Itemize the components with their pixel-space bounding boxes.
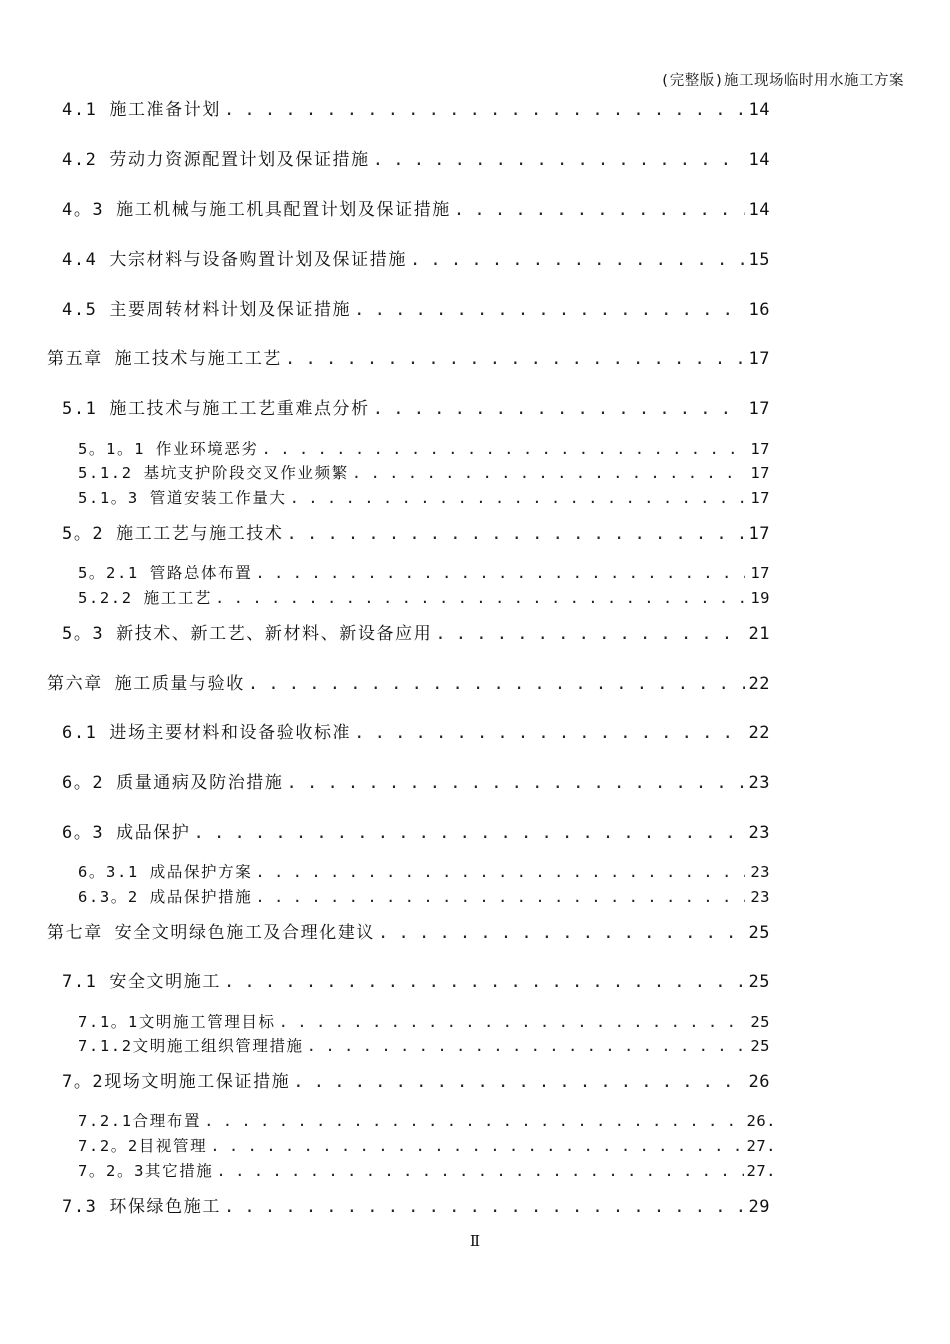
toc-entry-label: 第五章 施工技术与施工工艺 bbox=[47, 349, 283, 369]
toc-leader-dots bbox=[285, 347, 745, 371]
toc-entry-label: 4。3 施工机械与施工机具配置计划及保证措施 bbox=[62, 200, 451, 220]
toc-leader-dots bbox=[435, 622, 745, 646]
toc-leader-dots bbox=[354, 298, 745, 322]
toc-entry-7-3[interactable] bbox=[62, 1195, 770, 1219]
toc-leader-dots bbox=[373, 397, 745, 421]
toc-entry-label: 7.1。1文明施工管理目标 bbox=[78, 1013, 276, 1031]
toc-entry-6-3[interactable] bbox=[62, 821, 770, 845]
toc-leader-dots bbox=[255, 561, 745, 585]
toc-entry-label: 第六章 施工质量与验收 bbox=[47, 674, 245, 694]
toc-leader-dots bbox=[224, 970, 745, 994]
toc-leader-dots bbox=[373, 148, 745, 172]
toc-leader-dots bbox=[410, 248, 745, 272]
toc-entry-4-3[interactable] bbox=[62, 198, 770, 222]
toc-entry-5-1[interactable] bbox=[62, 397, 770, 421]
toc-entry-page: 23 bbox=[748, 773, 770, 793]
toc-leader-dots bbox=[248, 672, 745, 696]
toc-entry-6-3-2[interactable] bbox=[78, 885, 770, 909]
toc-leader-dots bbox=[224, 1195, 745, 1219]
toc-entry-6-3-1[interactable] bbox=[78, 860, 770, 884]
toc-chapter-5[interactable] bbox=[47, 347, 770, 371]
toc-entry-page: 25 bbox=[748, 923, 770, 943]
toc-entry-5-2-1[interactable] bbox=[78, 561, 770, 585]
toc-leader-dots bbox=[216, 1159, 743, 1183]
toc-entry-label: 5.1.2 基坑支护阶段交叉作业频繁 bbox=[78, 464, 349, 482]
toc-chapter-7[interactable] bbox=[47, 921, 770, 945]
toc-entry-page: 22 bbox=[748, 674, 770, 694]
toc-leader-dots bbox=[204, 1109, 743, 1133]
page-number: Ⅱ bbox=[469, 1232, 481, 1250]
toc-leader-dots bbox=[307, 1034, 745, 1058]
toc-entry-label: 4.5 主要周转材料计划及保证措施 bbox=[62, 300, 352, 320]
toc-entry-4-4[interactable] bbox=[62, 248, 770, 272]
toc-leader-dots bbox=[287, 522, 745, 546]
toc-entry-page: 17 bbox=[748, 349, 770, 369]
toc-leader-dots bbox=[454, 198, 745, 222]
toc-entry-page: 17 bbox=[750, 440, 770, 458]
toc-entry-7-2-3[interactable] bbox=[78, 1159, 776, 1183]
toc-leader-dots bbox=[224, 98, 745, 122]
toc-entry-4-5[interactable] bbox=[62, 298, 770, 322]
toc-entry-page: 15 bbox=[748, 250, 770, 270]
toc-entry-label: 7.2。2目视管理 bbox=[78, 1137, 208, 1155]
toc-entry-5-2[interactable] bbox=[62, 522, 770, 546]
toc-entry-label: 5。2.1 管路总体布置 bbox=[78, 564, 253, 582]
toc-entry-label: 7.3 环保绿色施工 bbox=[62, 1197, 221, 1217]
toc-entry-label: 6.3。2 成品保护措施 bbox=[78, 888, 253, 906]
toc-entry-page: 26. bbox=[746, 1112, 776, 1130]
toc-entry-7-2[interactable] bbox=[62, 1070, 770, 1094]
toc-entry-label: 7.2.1合理布置 bbox=[78, 1112, 202, 1130]
toc-leader-dots bbox=[194, 821, 745, 845]
toc-leader-dots bbox=[210, 1134, 743, 1158]
toc-entry-7-1[interactable] bbox=[62, 970, 770, 994]
toc-entry-label: 4.2 劳动力资源配置计划及保证措施 bbox=[62, 150, 370, 170]
toc-entry-4-2[interactable] bbox=[62, 148, 770, 172]
toc-entry-page: 16 bbox=[748, 300, 770, 320]
toc-chapter-6[interactable] bbox=[47, 672, 770, 696]
toc-entry-label: 4.4 大宗材料与设备购置计划及保证措施 bbox=[62, 250, 407, 270]
toc-entry-label: 5。1。1 作业环境恶劣 bbox=[78, 440, 259, 458]
toc-entry-5-2-2[interactable] bbox=[78, 586, 770, 610]
toc-entry-label: 5.1。3 管道安装工作量大 bbox=[78, 489, 287, 507]
toc-entry-label: 7。2现场文明施工保证措施 bbox=[62, 1072, 291, 1092]
toc-entry-label: 6。2 质量通病及防治措施 bbox=[62, 773, 284, 793]
toc-leader-dots bbox=[293, 1070, 745, 1094]
toc-leader-dots bbox=[255, 860, 745, 884]
page-header-title: (完整版)施工现场临时用水施工方案 bbox=[660, 73, 904, 89]
toc-entry-label: 7.1 安全文明施工 bbox=[62, 972, 221, 992]
toc-entry-5-1-3[interactable] bbox=[78, 486, 770, 510]
toc-entry-page: 21 bbox=[748, 624, 770, 644]
toc-leader-dots bbox=[279, 1010, 745, 1034]
toc-entry-page: 29 bbox=[748, 1197, 770, 1217]
toc-entry-page: 17 bbox=[748, 524, 770, 544]
toc-entry-7-2-2[interactable] bbox=[78, 1134, 776, 1158]
toc-entry-label: 7。2。3其它措施 bbox=[78, 1162, 214, 1180]
toc-entry-page: 19 bbox=[750, 589, 770, 607]
toc-leader-dots bbox=[352, 461, 745, 485]
toc-entry-7-1-2[interactable] bbox=[78, 1034, 770, 1058]
toc-entry-page: 26 bbox=[748, 1072, 770, 1092]
toc-entry-label: 7.1.2文明施工组织管理措施 bbox=[78, 1037, 304, 1055]
toc-entry-page: 27. bbox=[746, 1162, 776, 1180]
toc-leader-dots bbox=[287, 771, 745, 795]
toc-entry-page: 17 bbox=[750, 489, 770, 507]
toc-leader-dots bbox=[378, 921, 745, 945]
toc-entry-page: 23 bbox=[748, 823, 770, 843]
toc-entry-page: 14 bbox=[748, 100, 770, 120]
toc-entry-page: 22 bbox=[748, 723, 770, 743]
toc-leader-dots bbox=[354, 721, 745, 745]
toc-entry-label: 6。3 成品保护 bbox=[62, 823, 191, 843]
toc-entry-page: 25 bbox=[750, 1013, 770, 1031]
toc-leader-dots bbox=[255, 885, 745, 909]
toc-entry-label: 第七章 安全文明绿色施工及合理化建议 bbox=[47, 923, 376, 943]
toc-entry-page: 14 bbox=[748, 200, 770, 220]
toc-entry-6-1[interactable] bbox=[62, 721, 770, 745]
toc-entry-label: 5.2.2 施工工艺 bbox=[78, 589, 212, 607]
toc-entry-7-1-1[interactable] bbox=[78, 1010, 770, 1034]
toc-entry-page: 23 bbox=[750, 863, 770, 881]
toc-entry-page: 17 bbox=[748, 399, 770, 419]
toc-entry-page: 17 bbox=[750, 564, 770, 582]
toc-entry-label: 6.1 进场主要材料和设备验收标准 bbox=[62, 723, 352, 743]
toc-entry-page: 25 bbox=[748, 972, 770, 992]
toc-leader-dots bbox=[262, 437, 745, 461]
toc-entry-label: 5。2 施工工艺与施工技术 bbox=[62, 524, 284, 544]
toc-entry-5-1-1[interactable] bbox=[78, 437, 770, 461]
toc-entry-label: 5。3 新技术、新工艺、新材料、新设备应用 bbox=[62, 624, 433, 644]
toc-entry-page: 17 bbox=[750, 464, 770, 482]
toc-entry-6-2[interactable] bbox=[62, 771, 770, 795]
toc-leader-dots bbox=[215, 586, 745, 610]
toc-entry-page: 23 bbox=[750, 888, 770, 906]
toc-entry-label: 5.1 施工技术与施工工艺重难点分析 bbox=[62, 399, 370, 419]
toc-entry-4-1[interactable] bbox=[62, 98, 770, 122]
toc-entry-5-3[interactable] bbox=[62, 622, 770, 646]
toc-entry-page: 27. bbox=[746, 1137, 776, 1155]
toc-leader-dots bbox=[290, 486, 745, 510]
toc-entry-5-1-2[interactable] bbox=[78, 461, 770, 485]
toc-entry-label: 4.1 施工准备计划 bbox=[62, 100, 221, 120]
toc-entry-page: 14 bbox=[748, 150, 770, 170]
toc-entry-page: 25 bbox=[750, 1037, 770, 1055]
toc-entry-7-2-1[interactable] bbox=[78, 1109, 776, 1133]
toc-entry-label: 6。3.1 成品保护方案 bbox=[78, 863, 253, 881]
